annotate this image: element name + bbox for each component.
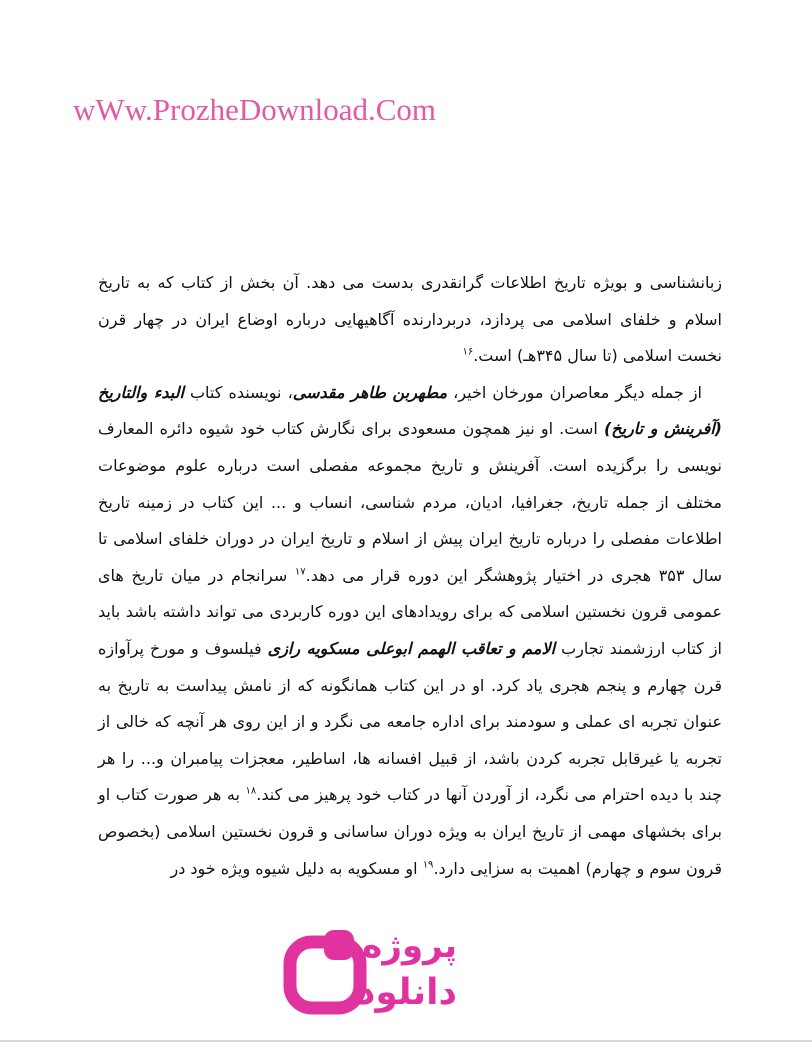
text-run: به هر صورت کتاب او برای بخشهای مهمی از تاریخ ایران به ویژه دوران ساسانی و قرون نخستین اسلامی (بخصوص قرون سوم و چهارم) اهمیت به سزایی دارد. xyxy=(98,785,722,878)
text-run: ، نویسنده کتاب xyxy=(183,382,293,402)
logo-line1: پروژه xyxy=(362,926,457,966)
logo-mark-accent xyxy=(324,930,354,960)
footnote-marker: ۱۶ xyxy=(462,346,474,358)
watermark-url: wWw.ProzheDownload.Com xyxy=(73,92,437,127)
text-run: از جمله دیگر معاصران مورخان اخیر، xyxy=(447,382,703,402)
paragraph xyxy=(98,375,722,887)
footnote-marker: ۱۷ xyxy=(294,566,306,578)
logo-line2: دانلود xyxy=(356,972,457,1013)
article-body xyxy=(98,265,722,887)
bold-term: البدء والتاریخ (آفرینش و تاریخ) xyxy=(98,382,722,439)
footnote-marker: ۱۸ xyxy=(245,785,257,797)
text-run: او مسکویه به دلیل شیوه ویژه خود در xyxy=(170,858,423,878)
prozhe-download-logo xyxy=(282,912,492,1024)
text-run: زبانشناسی و بویژه تاریخ اطلاعات گرانقدری بدست می دهد. آن بخش از کتاب که به تاریخ اسلام و خلفای اسلامی می پردازد، دربردارنده آگاهیهایی درباره اوضاع ایران در چهار قرن نخست اسلامی (تا سال ۳۴۵هـ) است. xyxy=(98,273,722,366)
footnote-marker: ۱۹ xyxy=(422,859,434,871)
text-run: است. او نیز همچون مسعودی برای نگارش کتاب خود شیوه دائره المعارف نویسی را برگزیده است. آفرینش و تاریخ مجموعه مفصلی است درباره علوم موضوعات مختلف از جمله تاریخ، جغرافیا، ادیان، مردم شناسی، انساب و ... این کتاب در زمینه تاریخ اطلاعات مفصلی را درباره تاریخ ایران پیش از اسلام و تاریخ ایران در دوران خلفای اسلامی تا سال ۳۵۳ هجری در اختیار پژوهشگر این دوره قرار می دهد. xyxy=(98,419,723,585)
page-bottom-rule xyxy=(0,1040,812,1042)
bold-term: الامم و تعاقب الهمم ابوعلی مسکویه رازی xyxy=(267,638,556,658)
bold-term: مطهربن طاهر مقدسی xyxy=(292,382,448,402)
text-run: سرانجام در میان تاریخ های عمومی قرون نخستین اسلامی که برای رویدادهای این دوره کاربردی می تواند داشته باشد باید از کتاب ارزشمند تجارب xyxy=(98,565,722,658)
text-run: فیلسوف و مورخ پرآوازه قرن چهارم و پنجم هجری یاد کرد. او در این کتاب همانگونه که از نامش پیداست به تاریخ به عنوان تجربه ای عملی و سودمند برای اداره جامعه می نگرد و از این روی هر آنچه که خالی از تجربه یا غیرقابل تجربه کردن باشد، از قبیل افسانه ها، اساطیر، معجزات پیامبران و... را هر چند با دیده احترام می نگرد، از آوردن آنها در کتاب خود پرهیز می کند. xyxy=(98,638,723,805)
paragraph xyxy=(98,265,722,375)
logo-graphic xyxy=(282,912,492,1024)
